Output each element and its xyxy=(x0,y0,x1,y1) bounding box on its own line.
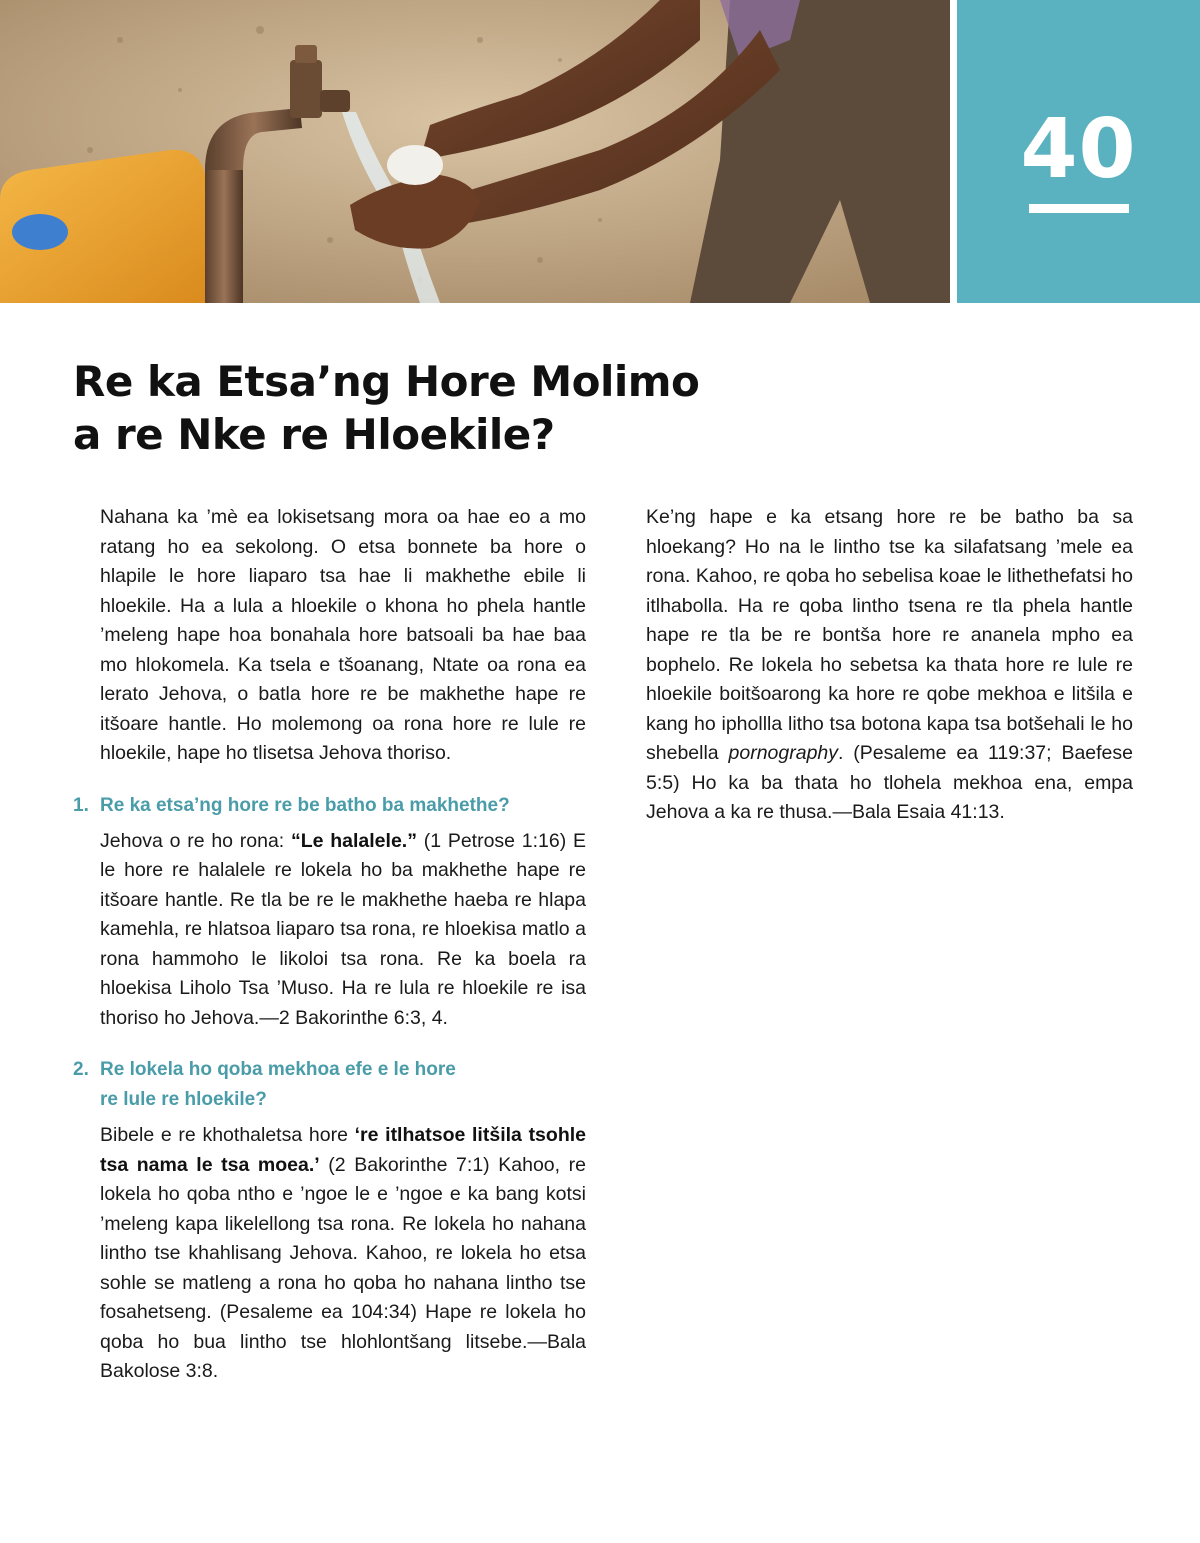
question-1-text: Re ka etsa’ng hore re be batho ba makhethe? xyxy=(100,794,510,816)
answer-2-paragraph xyxy=(100,1121,586,1387)
left-column xyxy=(73,503,586,1398)
lesson-number-underline xyxy=(1029,204,1129,213)
question-2-line-1: Re lokela ho qoba mekhoa efe e le hore xyxy=(100,1059,456,1080)
hand-washing-illustration xyxy=(0,0,950,303)
lesson-number: 40 xyxy=(1020,102,1137,197)
answer-2-para2-italic: pornography xyxy=(728,742,839,764)
tap-handle xyxy=(295,45,317,63)
answer-1-quote: “Le halalele.” xyxy=(290,829,417,852)
answer-2-para2-end: . (Pesaleme ea 119:37; Baefese 5:5) Ho ka ba thata ho tlohela mekhoa ena, empa Jehova a ka re thusa.—Bala Esaia 41:13. xyxy=(646,742,1133,823)
answer-1-lead: Jehova o re ho rona: xyxy=(100,829,291,852)
question-2-line-2: re lule re hloekile? xyxy=(100,1089,267,1110)
answer-2-para2-lead: Ke’ng hape e ka etsang hore re be batho ba sa hloekang? Ho na le lintho tse ka silafatsang ’mele ea rona. Kahoo, re qoba ho sebelisa koae le lithethefatsi ho itlhabolla. Ha re qoba lintho tsena re tla phela hantle hape re tla be re bontša hore re ananela mpho ea bophelo. Re lokela ho sebetsa ka thata hore re lule re hloekile boitšoarong ka hore re qobe mekhoa e litšila e kang ho iphollla litho tsa botona kapa tsa botšehali le ho shebella xyxy=(646,506,1133,764)
hero-photo xyxy=(0,0,950,303)
page-title xyxy=(73,355,873,461)
soap-bar xyxy=(387,145,443,185)
title-line-1: Re ka Etsa’ng Hore Molimo xyxy=(73,357,700,406)
answer-1-body: (1 Petrose 1:16) E le hore re halalele re lokela ho ba makhethe hape re itšoare hantle. Re tla be re le makhethe haeba re hlapa kamehla, re hlatsoa liaparo tsa rona, re hloekisa matlo a rona hammoho le likoloi tsa rona. Re ka boela ra hloekisa Liholo Tsa ’Muso. Ha re lula re hloekile re isa thoriso ho Jehova.—2 Bakorinthe 6:3, 4. xyxy=(100,829,586,1029)
tap-body xyxy=(290,60,322,118)
tap-pipe xyxy=(205,165,243,303)
title-line-2: a re Nke re Hloekile? xyxy=(73,410,555,459)
answer-1-paragraph xyxy=(100,827,586,1034)
intro-paragraph: Nahana ka ’mè ea lokisetsang mora oa hae eo a mo ratang ho ea sekolong. O etsa bonnete ba hore o hlapile le hore liaparo tsa hae li makhethe ebile li hloekile. Ha a lula a hloekile o khona ho phela hantle ’meleng hape hoa bonahala hore batsoali ba hae baa mo hlokomela. Ka tsela e tšoanang, Ntate oa rona ea lerato Jehova, o batla hore re be makhethe hape re itšoare hantle. Ho molemong oa rona hore re lule re hloekile, hape ho tlisetsa Jehova thoriso. xyxy=(100,506,586,764)
tap-spout xyxy=(320,90,350,112)
question-2-number: 2. xyxy=(73,1059,89,1080)
answer-2-continued-paragraph xyxy=(646,503,1133,828)
right-column xyxy=(646,503,1133,839)
question-1-number: 1. xyxy=(73,794,89,816)
question-2-text xyxy=(100,1055,586,1115)
question-2 xyxy=(73,1055,586,1115)
answer-2-quote: ‘re itlhatsoe litšila tsohle tsa nama le tsa moea.’ xyxy=(100,1124,586,1176)
answer-2-body: (2 Bakorinthe 7:1) Kahoo, re lokela ho qoba ntho e ’ngoe le e ’ngoe e ka bang kotsi ’meleng kapa likelellong tsa rona. Re lokela ho nahana lintho tse khahlisang Jehova. Kahoo, re lokela ho etsa sohle se matleng a rona ho qoba ho nahana lintho tse fosahetseng. (Pesaleme ea 104:34) Hape re lokela ho qoba ho bua lintho tse hlohlontšang litsebe.—Bala Bakolose 3:8. xyxy=(100,1153,586,1382)
answer-2-lead: Bibele e re khothaletsa hore xyxy=(100,1124,355,1146)
lesson-number-panel xyxy=(957,0,1200,303)
jerry-can-cap xyxy=(12,214,68,250)
question-1 xyxy=(73,791,586,821)
